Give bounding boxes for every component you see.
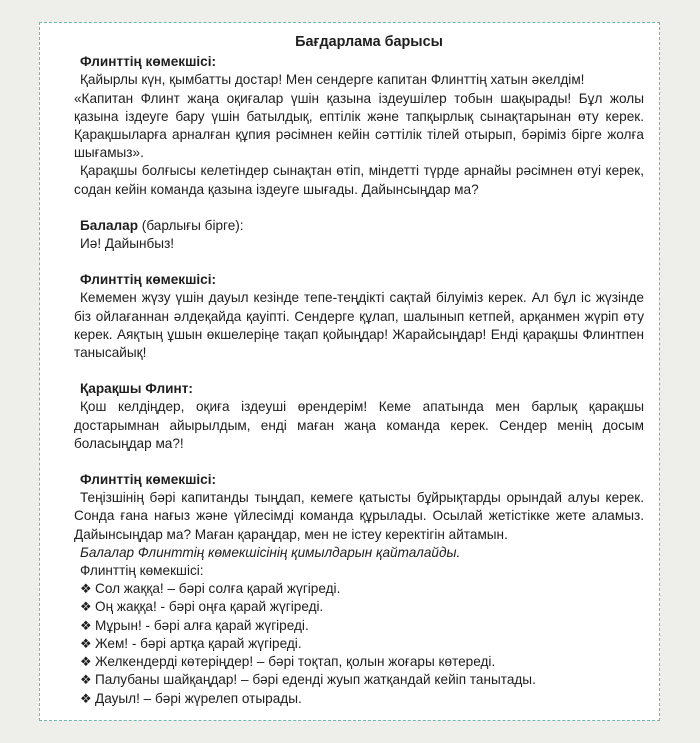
stage-direction: Балалар Флинттің көмекшісінің қимылдарын қайталайды. bbox=[80, 544, 461, 560]
diamond-bullet-icon: ❖ bbox=[80, 635, 92, 651]
dialogue-block-helper-3 bbox=[74, 471, 644, 708]
dialogue-block-children bbox=[74, 217, 644, 253]
list-item: ❖ Дауыл! – бәрі жүрелеп отырады. bbox=[80, 690, 644, 708]
list-item: ❖ Желкендерді көтеріңдер! – бәрі тоқтап, қолын жоғары көтереді. bbox=[80, 653, 644, 671]
diamond-bullet-icon: ❖ bbox=[80, 581, 92, 597]
speaker-name: Балалар bbox=[80, 217, 139, 233]
speaker-label: Флинттің көмекшісі: bbox=[80, 472, 217, 488]
speaker-label: Флинттің көмекшісі: bbox=[80, 272, 217, 288]
dialogue-block-helper-2 bbox=[74, 271, 644, 362]
diamond-bullet-icon: ❖ bbox=[80, 599, 92, 615]
list-item: ❖ Жем! - бәрі артқа қарай жүгіреді. bbox=[80, 635, 644, 653]
paragraph: «Капитан Флинт жаңа оқиғалар үшін қазына іздеушілер тобын шақырады! Бұл жолы қазына іздеуге бару үшін батылдық, ептілік және тапқырлық сынақтарынан өту керек. Қарақшыларға арналған құпия рәсімнен кейін сәттілік тілей отырып, бәріміз бірге жолға шығамыз». bbox=[74, 90, 644, 161]
paragraph: Теңізшінің бәрі капитанды тыңдап, кемеге қатысты бұйрықтарды орындай алуы керек. Сонда ғана нағыз және үйлесімді команда құрылады. Осылай жетістікке жете аламыз. Дайынсыңдар ма? Маған қараңдар, мен не істеу керектігін айтамын. bbox=[74, 490, 644, 542]
dialogue-block-helper-1 bbox=[74, 53, 644, 199]
paragraph: Кемемен жүзу үшін дауыл кезінде тепе-теңдікті сақтай білуіміз керек. Ал бұл іс жүзінде біз ойлағаннан әлдеқайда қауіпті. Сендерге құлап, шалынып кетпей, арқанмен жүріп өту керек. Аяқтың ұшын өкшелеріңе тақап қойыңдар! Жарайсыңдар! Енді қарақшы Флинтпен танысайық! bbox=[74, 290, 644, 361]
speaker-label bbox=[80, 217, 644, 235]
paragraph: Қош келдіңдер, оқиға іздеуші өрендерім! Кеме апатында мен барлық қарақшы достарымнан айырылдым, енді маған жаңа команда керек. Сендер менің досым боласыңдар ма?! bbox=[74, 399, 644, 451]
speaker-note: (барлығы бірге): bbox=[138, 217, 244, 233]
dialogue-block-flint bbox=[74, 380, 644, 453]
diamond-bullet-icon: ❖ bbox=[80, 672, 92, 688]
paragraph: Иә! Дайынбыз! bbox=[80, 236, 175, 252]
content-frame bbox=[39, 22, 660, 721]
list-item: ❖ Палубаны шайқаңдар! – бәрі еденді жуып жатқандай кейіп танытады. bbox=[80, 671, 644, 689]
diamond-bullet-icon: ❖ bbox=[80, 654, 92, 670]
page-title: Бағдарлама барысы bbox=[295, 34, 443, 50]
command-list bbox=[74, 580, 644, 707]
list-item: ❖ Сол жаққа! – бәрі солға қарай жүгіреді. bbox=[80, 580, 644, 598]
diamond-bullet-icon: ❖ bbox=[80, 617, 92, 633]
speaker-line: Флинттің көмекшісі: bbox=[80, 563, 204, 579]
list-item: ❖ Мұрын! - бәрі алға қарай жүгіреді. bbox=[80, 617, 644, 635]
list-item: ❖ Оң жаққа! - бәрі оңға қарай жүгіреді. bbox=[80, 598, 644, 616]
diamond-bullet-icon: ❖ bbox=[80, 690, 92, 706]
speaker-label: Флинттің көмекшісі: bbox=[80, 54, 217, 70]
speaker-label: Қарақшы Флинт: bbox=[80, 381, 193, 397]
paragraph: Қайырлы күн, қымбатты достар! Мен сендерге капитан Флинттің хатын әкелдім! bbox=[80, 72, 585, 88]
paragraph: Қарақшы болғысы келетіндер сынақтан өтіп, міндетті түрде арнайы рәсімнен өтуі керек, содан кейін команда қазына іздеуге шығады. Дайынсыңдар ма? bbox=[74, 163, 644, 197]
